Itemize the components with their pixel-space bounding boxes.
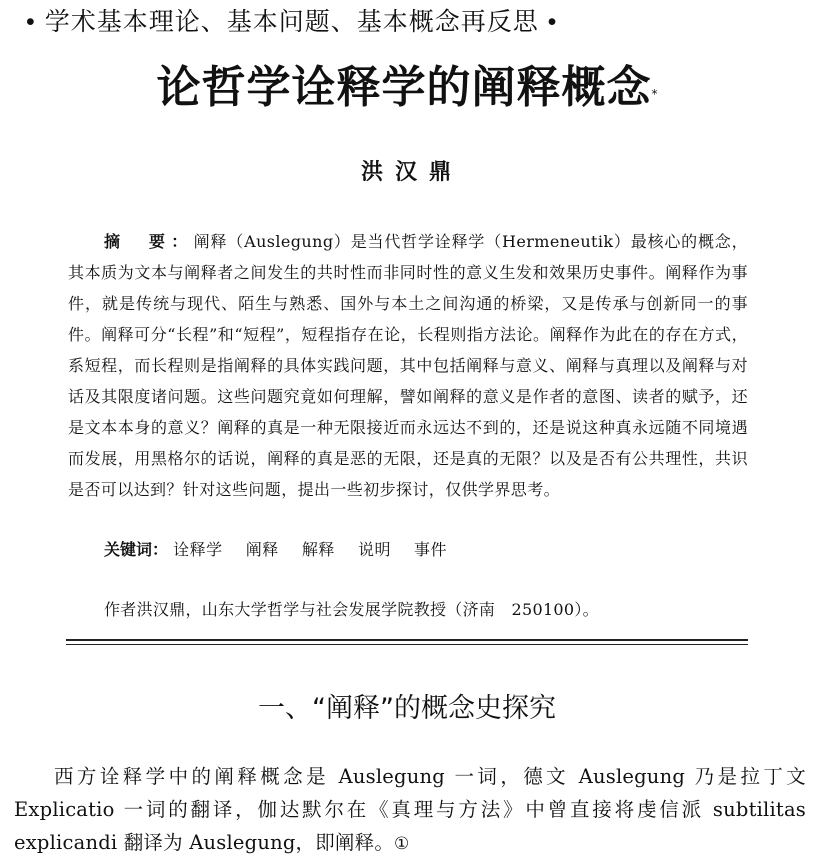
footnote-mark: ① <box>394 834 410 854</box>
article-title <box>0 58 814 118</box>
keywords-label: 关键词： <box>104 540 169 559</box>
keyword-item: 阐释 <box>245 540 279 559</box>
article-author: 洪汉鼎 <box>360 159 463 185</box>
section-heading: 一、“阐释”的概念史探究 <box>258 693 556 724</box>
abstract-text: 阐释（Auslegung）是当代哲学诠释学（Hermeneutik）最核心的概念，其本质为文本与阐释者之间发生的共时性而非同时性的意义生发和效果历史事件。阐释作为事件，就是传统与现代、陌生与熟悉、国外与本土之间沟通的桥梁，又是传承与创新同一的事件。阐释可分“长程”和“短程”，短程指存在论，长程则指方法论。阐释作为此在的存在方式，系短程，而长程则是指阐释的具体实践问题，其中包括阐释与意义、阐释与真理以及阐释与对话及其限度诸问题。这些问题究竟如何理解，譬如阐释的意义是作者的意图、读者的赋予，还是文本本身的意义？阐释的真是一种无限接近而永远达不到的，还是说这种真永远随不同境遇而发展，用黑格尔的话说，阐释的真是恶的无限，还是真的无限？以及是否有公共理性，共识是否可以达到？针对这些问题，提出一些初步探讨，仅供学界思考。 <box>68 232 748 499</box>
article-title-text: 论哲学诠释学的阐释概念 <box>156 62 652 113</box>
keywords <box>104 535 754 565</box>
divider-rule-thin <box>66 644 748 645</box>
keyword-item: 事件 <box>414 540 448 559</box>
author-affiliation-note: 作者洪汉鼎，山东大学哲学与社会发展学院教授（济南 250100）。 <box>104 600 599 619</box>
body-paragraph <box>14 760 806 861</box>
abstract <box>68 226 748 505</box>
column-header: • 学术基本理论、基本问题、基本概念再反思 • <box>26 7 558 36</box>
body-text <box>14 760 806 861</box>
keyword-item: 解释 <box>301 540 335 559</box>
title-footnote-mark: * <box>651 87 658 101</box>
body-paragraph-text: 西方诠释学中的阐释概念是 Auslegung 一词，德文 Auslegung 乃是拉丁文 Explicatio 一词的翻译，伽达默尔在《真理与方法》中曾直接将虔信派 subtilitas explicandi 翻译为 Auslegung，即阐释。 <box>14 765 806 854</box>
keyword-item: 说明 <box>357 540 391 559</box>
keyword-item: 诠释学 <box>173 540 223 559</box>
abstract-paragraph <box>68 226 748 505</box>
divider-rule-thick <box>66 639 748 641</box>
abstract-label: 摘 要： <box>104 232 194 251</box>
